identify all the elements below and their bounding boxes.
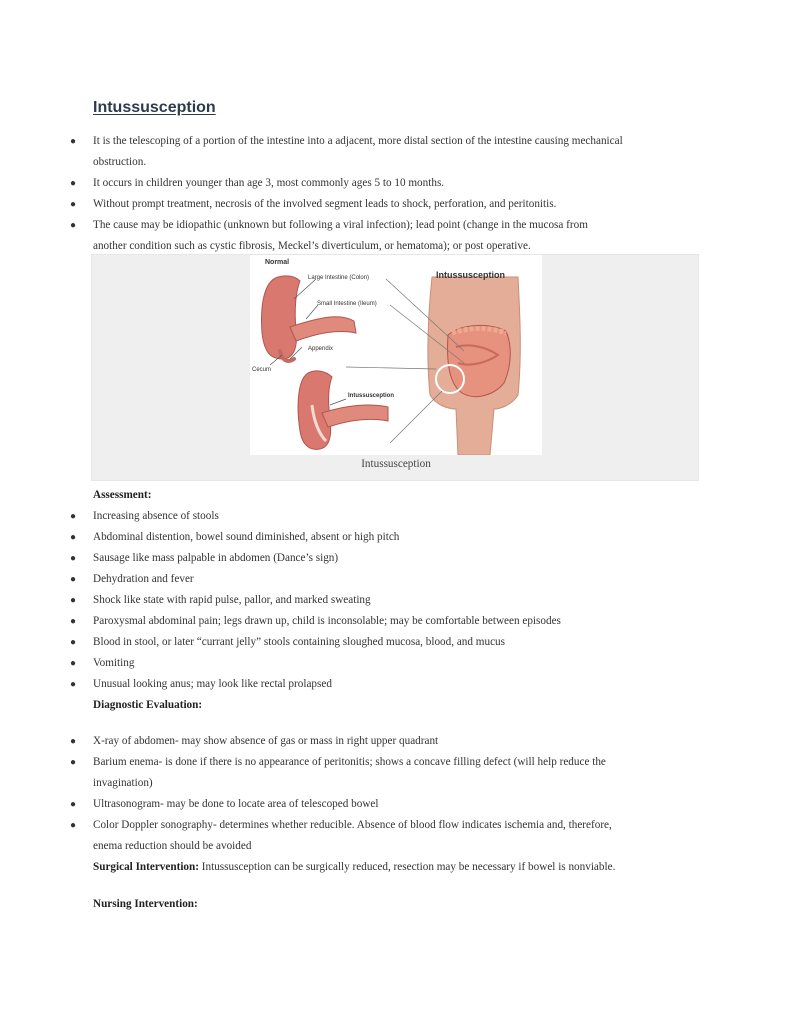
bullet-icon: ● [70, 199, 77, 210]
bullet-icon: ● [70, 595, 77, 606]
bullet-icon: ● [70, 757, 77, 768]
assessment-heading: Assessment: [93, 489, 152, 501]
bullet-icon: ● [70, 178, 77, 189]
bullet-icon: ● [70, 220, 77, 231]
intussusception-illustration [250, 255, 542, 455]
list-item-text: Paroxysmal abdominal pain; legs drawn up, child is inconsolable; may be comfortable between episodes [93, 615, 561, 627]
diagnostic-heading: Diagnostic Evaluation: [93, 699, 203, 711]
nursing-heading: Nursing Intervention: [93, 898, 198, 910]
figure-caption: Intussusception [361, 458, 431, 470]
label-cecum: Cecum [252, 367, 272, 373]
list-item-text: It occurs in children younger than age 3, most commonly ages 5 to 10 months. [93, 177, 445, 189]
list-item-text: Color Doppler sonography- determines whether reducible. Absence of blood flow indicates ischemia and, therefore, [93, 819, 612, 831]
label-intussusception-body: Intussusception [436, 270, 506, 280]
label-large-intestine: Large Intestine (Colon) [308, 275, 370, 281]
label-small-intestine: Small Intestine (Ileum) [317, 301, 377, 307]
surgical-intervention [93, 857, 733, 878]
bullet-icon: ● [70, 136, 77, 147]
page-title: Intussusception [93, 99, 216, 116]
list-item-text: Dehydration and fever [93, 573, 194, 585]
label-normal: Normal [265, 259, 290, 266]
list-item-text: Increasing absence of stools [93, 510, 219, 522]
list-item-text: Sausage like mass palpable in abdomen (Dance’s sign) [93, 552, 339, 564]
label-intussusception-inset: Intussusception [348, 393, 395, 399]
list-item-text: Barium enema- is done if there is no appearance of peritonitis; shows a concave filling defect (will help reduce the [93, 756, 606, 768]
list-item-text: It is the telescoping of a portion of the intestine into a adjacent, more distal section of the intestine causing mechanical [93, 135, 623, 147]
surgical-label: Surgical Intervention: [93, 861, 199, 873]
figure [91, 254, 699, 481]
list-item-text: invagination) [93, 777, 153, 789]
list-item-text: Blood in stool, or later “currant jelly” stools containing sloughed mucosa, blood, and mucus [93, 636, 505, 648]
bullet-icon: ● [70, 736, 77, 747]
list-item-text: Vomiting [93, 657, 135, 669]
surgical-text: Intussusception can be surgically reduced, resection may be necessary if bowel is nonviable. [198, 861, 616, 873]
bullet-icon: ● [70, 532, 77, 543]
bullet-icon: ● [70, 820, 77, 831]
list-item-text: X-ray of abdomen- may show absence of gas or mass in right upper quadrant [93, 735, 439, 747]
list-item-text: obstruction. [93, 156, 147, 168]
list-item-text: The cause may be idiopathic (unknown but following a viral infection); lead point (change in the mucosa from [93, 219, 588, 231]
list-item-text: Unusual looking anus; may look like rectal prolapsed [93, 678, 332, 690]
list-item-text: Without prompt treatment, necrosis of the involved segment leads to shock, perforation, and peritonitis. [93, 198, 557, 210]
list-item-text: Shock like state with rapid pulse, pallor, and marked sweating [93, 594, 371, 606]
bullet-icon: ● [70, 511, 77, 522]
bullet-icon: ● [70, 679, 77, 690]
list-item-text: Ultrasonogram- may be done to locate area of telescoped bowel [93, 798, 379, 810]
bullet-icon: ● [70, 574, 77, 585]
list-item-text: another condition such as cystic fibrosis, Meckel’s diverticulum, or hematoma); or post operative. [93, 240, 531, 252]
label-appendix: Appendix [308, 346, 334, 352]
bullet-icon: ● [70, 553, 77, 564]
bullet-icon: ● [70, 616, 77, 627]
bullet-icon: ● [70, 637, 77, 648]
list-item-text: enema reduction should be avoided [93, 840, 252, 852]
list-item-text: Abdominal distention, bowel sound diminished, absent or high pitch [93, 531, 400, 543]
bullet-icon: ● [70, 658, 77, 669]
bullet-icon: ● [70, 799, 77, 810]
